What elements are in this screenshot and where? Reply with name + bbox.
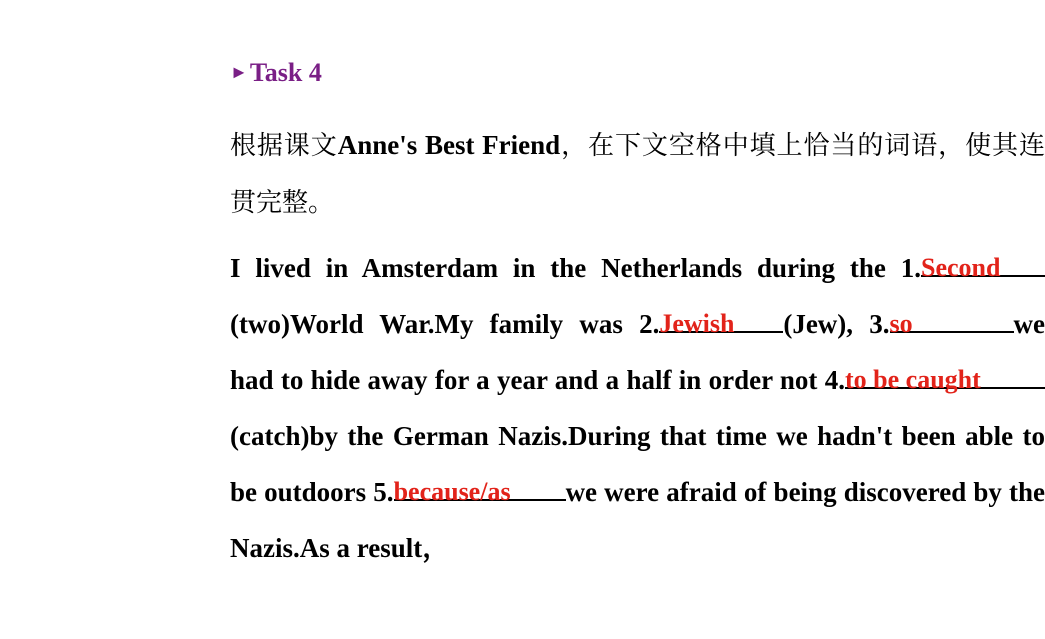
- blank-4[interactable]: [845, 365, 1045, 394]
- answer-4: to be caught: [845, 365, 981, 394]
- instructions-paragraph: [158, 117, 1045, 231]
- answer-1: Second: [921, 253, 1001, 282]
- text-title: Anne's Best Friend: [337, 130, 561, 160]
- passage-segment-4: we had to hide away for a year and a half in order not 4.: [230, 309, 1045, 395]
- passage-segment-6: we were afraid of being discovered by the Nazis.As a result，: [230, 477, 1045, 563]
- blank-3[interactable]: [889, 309, 1014, 338]
- task-title: Task 4: [249, 58, 322, 87]
- instructions-text-2: ，在下文空格中填上恰当的词语，使其连贯完整。: [230, 131, 1045, 218]
- passage-segment-2: (two)World War.My family was 2.: [230, 309, 660, 339]
- blank-5[interactable]: [393, 477, 566, 506]
- triangle-bullet-icon: ►: [230, 62, 248, 82]
- passage-segment-3: (Jew), 3.: [783, 309, 890, 339]
- blank-1[interactable]: [921, 253, 1045, 282]
- passage-segment-5: (catch)by the German Nazis.During that time we hadn't been able to be outdoors 5.: [230, 421, 1045, 507]
- passage-paragraph: [158, 240, 1045, 576]
- task-heading: [230, 58, 322, 88]
- answer-5: because/as: [393, 477, 511, 506]
- instructions-text-1: 根据课文: [230, 131, 338, 161]
- answer-3: so: [889, 309, 913, 338]
- answer-2: Jewish: [659, 309, 735, 338]
- passage-segment-1: I lived in Amsterdam in the Netherlands during the 1.: [230, 253, 921, 283]
- blank-2[interactable]: [659, 309, 783, 338]
